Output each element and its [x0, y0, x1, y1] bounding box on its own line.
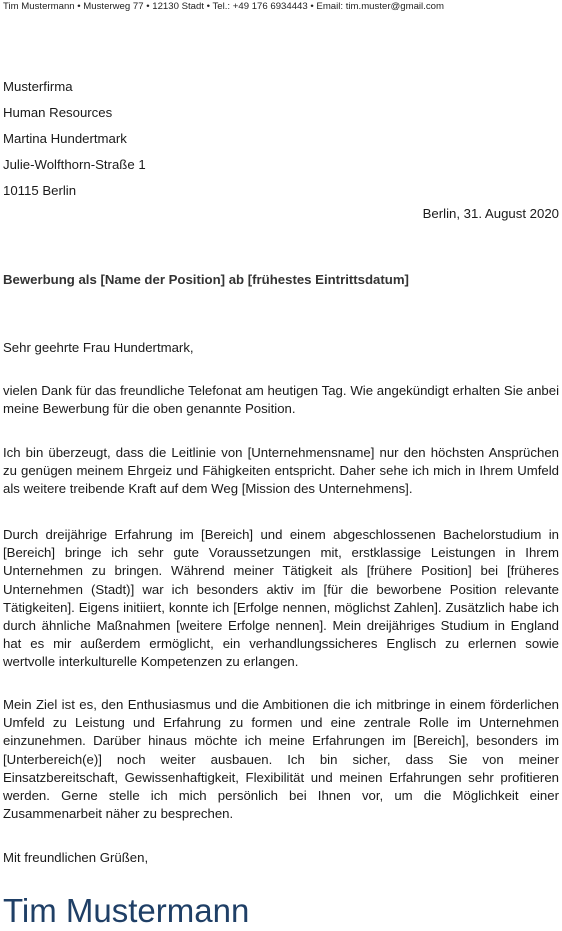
letter-date: Berlin, 31. August 2020	[422, 206, 559, 221]
letter-closing: Mit freundlichen Grüßen,	[3, 850, 149, 865]
letter-subject: Bewerbung als [Name der Position] ab [frühestes Eintrittsdatum]	[3, 272, 409, 287]
letter-salutation: Sehr geehrte Frau Hundertmark,	[3, 340, 194, 355]
recipient-department: Human Resources	[3, 105, 113, 120]
recipient-address-block	[3, 74, 146, 204]
body-paragraph-2: Ich bin überzeugt, dass die Leitlinie von [Unternehmensname] nur den höchsten Ansprüchen zu genügen meinem Ehrgeiz und Fähigkeiten entspricht. Daher sehe ich mich in Ihrem Umfeld als weitere treibende Kraft auf dem Weg [Mission des Unternehmens].	[3, 445, 559, 497]
sender-contact-line: Tim Mustermann • Musterweg 77 • 12130 Stadt • Tel.: +49 176 6934443 • Email: tim.muster@gmail.com	[3, 1, 444, 12]
body-paragraph-4: Mein Ziel ist es, den Enthusiasmus und die Ambitionen die ich mitbringe in einem förderlichen Umfeld zu Leistung und Erfahrung zu formen und eine zentrale Rolle im Unternehmen einzunehmen. Darüber hinaus möchte ich meine Erfahrungen im [Bereich], besonders im [Unterbereich(e)] noch weiter ausbauen. Ich bin sicher, dass Sie von meiner Einsatzbereitschaft, Gewissenhaftigkeit, Flexibilität und meinen Erfahrungen sehr profitieren werden. Gerne stelle ich mich persönlich bei Ihnen vor, um die Möglichkeit einer Zusammenarbeit näher zu besprechen.	[3, 697, 559, 822]
recipient-street: Julie-Wolfthorn-Straße 1	[3, 157, 146, 172]
recipient-name: Martina Hundertmark	[3, 131, 127, 146]
body-paragraph-1: vielen Dank für das freundliche Telefonat am heutigen Tag. Wie angekündigt erhalten Sie anbei meine Bewerbung für die oben genannte Position.	[3, 383, 559, 417]
signature-name: Tim Mustermann	[3, 892, 250, 929]
body-paragraph-3: Durch dreijährige Erfahrung im [Bereich] und einem abgeschlossenen Bachelorstudium in [Bereich] bringe ich sehr gute Voraussetzungen mit, erstklassige Leistungen in Ihrem Unternehmen zu bringen. Während meiner Tätigkeit als [frühere Position] bei [früheres Unternehmen (Stadt)] war ich besonders aktiv im [für die beworbene Position relevante Tätigkeiten]. Eigens initiiert, konnte ich [Erfolge nennen, möglichst Zahlen]. Zusätzlich habe ich durch ähnliche Maßnahmen [weitere Erfolge nennen]. Mein dreijähriges Studium in England hat es mir außerdem ermöglicht, ein verhandlungssicheres Englisch zu erlernen sowie wertvolle interkulturelle Kompetenzen zu erlangen.	[3, 527, 559, 670]
recipient-company: Musterfirma	[3, 79, 73, 94]
recipient-city: 10115 Berlin	[3, 183, 77, 198]
